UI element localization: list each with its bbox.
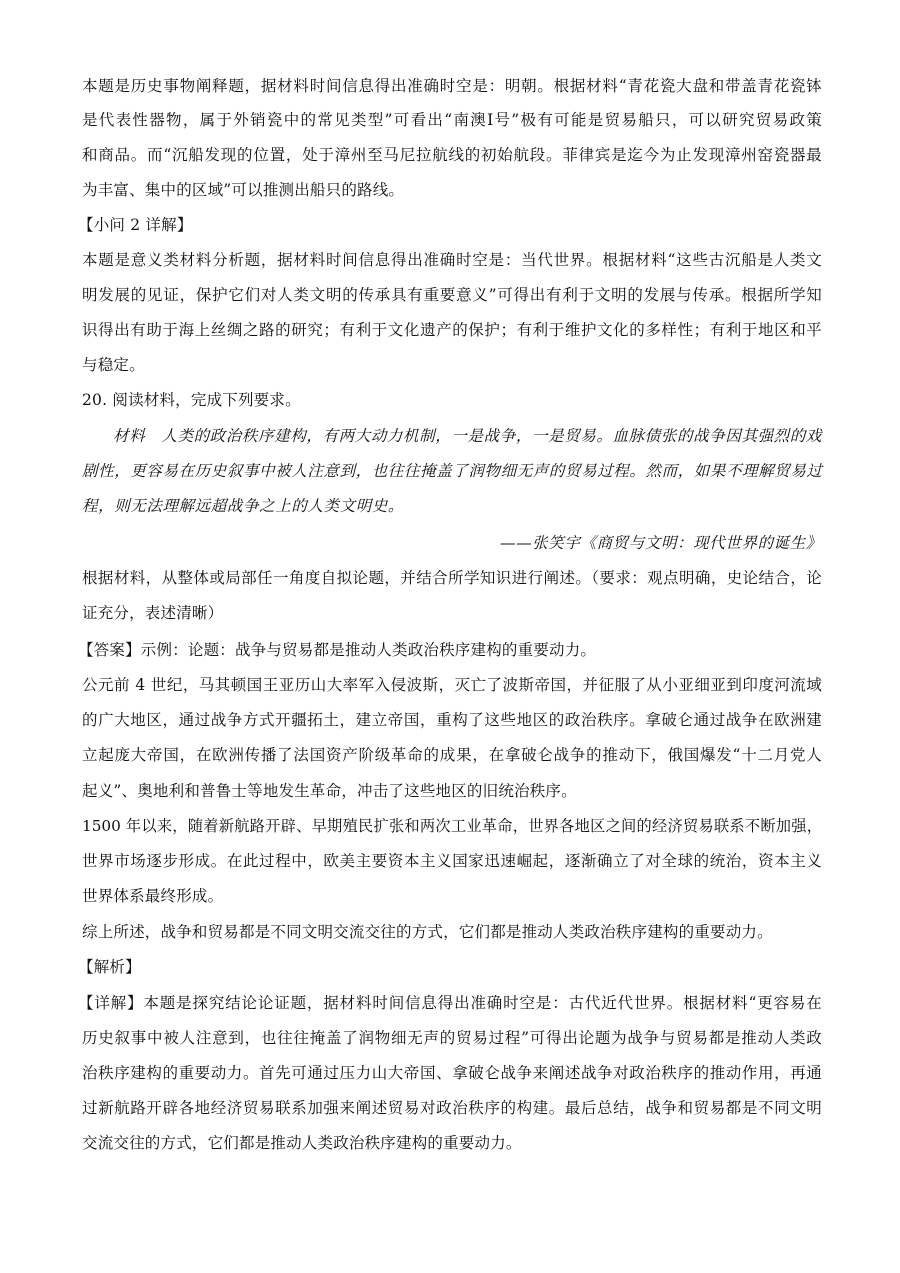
detail-line: 交流交往的方式，它们都是推动人类政治秩序建构的重要动力。: [82, 1134, 522, 1152]
text-line: 是代表性器物，属于外销瓷中的常见类型”可看出“南澳Ⅰ号”极有可能是贸易船只，可以研究贸易政策: [82, 111, 822, 129]
text-line: 和商品。而“沉船发现的位置，处于漳州至马尼拉航线的初始航段。菲律宾是迄今为止发现漳州窑瓷器最: [82, 146, 822, 164]
text-line: 本题是历史事物阐释题，据材料时间信息得出准确时空是：明朝。根据材料“青花瓷大盘和带盖青花瓷钵: [82, 77, 822, 95]
material-line: 材料 人类的政治秩序建构，有两大动力机制，一是战争，一是贸易。血脉债张的战争因其强烈的戏: [113, 427, 822, 445]
section-heading: 【小问 2 详解】: [78, 216, 193, 234]
text-line: 本题是意义类材料分析题，据材料时间信息得出准确时空是：当代世界。根据材料“这些古沉船是人类文: [82, 251, 822, 269]
question-title: 20. 阅读材料，完成下列要求。: [82, 391, 301, 409]
answer-conclusion: 综上所述，战争和贸易都是不同文明交流交往的方式，它们都是推动人类政治秩序建构的重要动力。: [82, 923, 773, 941]
prompt-line: 根据材料，从整体或局部任一角度自拟论题，并结合所学知识进行阐述。（要求：观点明确，史论结合，论: [82, 569, 822, 587]
text-line: 明发展的见证，保护它们对人类文明的传承具有重要意义”可得出有利于文明的发展与传承。根据所学知: [82, 286, 822, 304]
detail-line: 过新航路开辟各地经济贸易联系加强来阐述贸易对政治秩序的构建。最后总结，战争和贸易都是不同文明: [82, 1099, 822, 1117]
detail-line: 历史叙事中被人注意到，也往往掩盖了润物细无声的贸易过程”可得出论题为战争与贸易都是推动人类政: [82, 1029, 822, 1047]
detail-line: 治秩序建构的重要动力。首先可通过压力山大帝国、拿破仑战争来阐述战争对政治秩序的推动作用，再通: [82, 1064, 822, 1082]
answer-line: 公元前 4 世纪，马其顿国王亚历山大率军入侵波斯，灭亡了波斯帝国，并征服了从小亚细亚到印度河流域: [82, 676, 822, 694]
answer-line: 的广大地区，通过战争方式开疆拓土，建立帝国，重构了这些地区的政治秩序。拿破仑通过战争在欧洲建: [82, 711, 822, 729]
text-line: 为丰富、集中的区域”可以推测出船只的路线。: [82, 181, 405, 199]
prompt-line: 证充分，表述清晰）: [82, 604, 224, 622]
material-line: 剧性，更容易在历史叙事中被人注意到，也往往掩盖了润物细无声的贸易过程。然而，如果不理解贸易过: [82, 462, 823, 480]
text-line: 与稳定。: [82, 356, 145, 374]
material-line: 程，则无法理解远超战争之上的人类文明史。: [82, 497, 405, 515]
detail-line: 【详解】本题是探究结论论证题，据材料时间信息得出准确时空是：古代近代世界。根据材料“更容易在: [78, 994, 822, 1012]
answer-line: 世界体系最终形成。: [82, 887, 224, 905]
answer-line: 1500 年以来，随着新航路开辟、早期殖民扩张和两次工业革命，世界各地区之间的经济贸易联系不断加强，: [82, 817, 822, 835]
analysis-heading: 【解析】: [78, 958, 141, 976]
material-source: ——张笑宇《商贸与文明：现代世界的诞生》: [499, 534, 822, 552]
answer-label: 【答案】示例：论题：战争与贸易都是推动人类政治秩序建构的重要动力。: [78, 641, 597, 659]
text-line: 识得出有助于海上丝绸之路的研究；有利于文化遗产的保护；有利于维护文化的多样性；有利于地区和平: [82, 321, 822, 339]
answer-line: 起义”、奥地利和普鲁士等地发生革命，冲击了这些地区的旧统治秩序。: [82, 782, 577, 800]
answer-line: 世界市场逐步形成。在此过程中，欧美主要资本主义国家迅速崛起，逐渐确立了对全球的统治，资本主义: [82, 852, 822, 870]
answer-line: 立起庞大帝国，在欧洲传播了法国资产阶级革命的成果，在拿破仑战争的推动下，俄国爆发“十二月党人: [82, 746, 822, 764]
